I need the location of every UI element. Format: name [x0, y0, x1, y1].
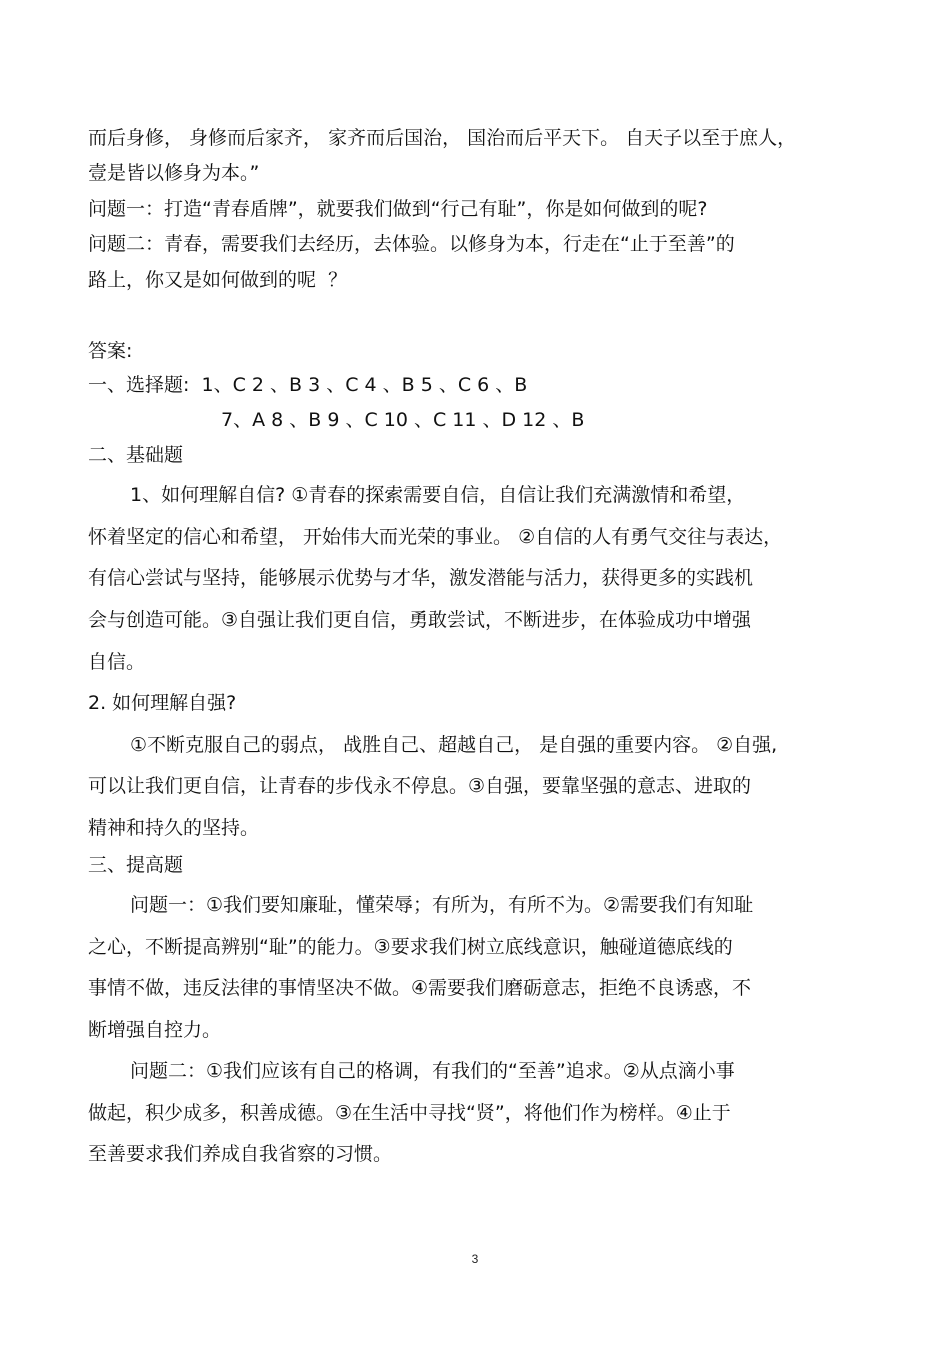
advanced-answer-one-line: 问题一：①我们要知廉耻，懂荣辱；有所为，有所不为。②需要我们有知耻 — [130, 894, 754, 916]
advanced-answer-one-line: 之心，不断提高辨别“耻”的能力。③要求我们树立底线意识，触碰道德底线的 — [88, 936, 733, 958]
basic-answer-line: 会与创造可能。③自强让我们更自信，勇敢尝试，不断进步，在体验成功中增强 — [88, 609, 752, 631]
basic-answer-line: 有信心尝试与坚持，能够展示优势与才华，激发潜能与活力，获得更多的实践机 — [88, 567, 754, 589]
advanced-answer-two-line: 做起，积少成多，积善成德。③在生活中寻找“贤”，将他们作为榜样。④止于 — [88, 1102, 731, 1124]
choice-answers-line: 一、选择题: 1、C 2 、B 3 、C 4 、B 5 、C 6 、B — [88, 374, 528, 396]
question-one-prompt: 问题一：打造“青春盾牌”，就要我们做到“行己有耻”，你是如何做到的呢? — [88, 198, 708, 220]
basic-answer-line: 怀着坚定的信心和希望， 开始伟大而光荣的事业。 ②自信的人有勇气交往与表达， — [88, 526, 783, 548]
page-number: 3 — [471, 1252, 479, 1266]
basic-answer-two-line: 可以让我们更自信，让青春的步伐永不停息。③自强，要靠坚强的意志、进取的 — [88, 775, 752, 797]
question-two-prompt: 路上，你又是如何做到的呢 ？ — [88, 269, 348, 291]
choice-answers-line: 7、A 8 、B 9 、C 10 、C 11 、D 12 、B — [221, 409, 585, 431]
advanced-answer-two-line: 问题二：①我们应该有自己的格调，有我们的“至善”追求。②从点滴小事 — [130, 1060, 735, 1082]
basic-answer-two-line: ①不断克服自己的弱点， 战胜自己、超越自己， 是自强的重要内容。 ②自强, — [130, 734, 778, 756]
section-heading-advanced: 三、提高题 — [88, 854, 184, 876]
basic-answer-line: 自信。 — [88, 651, 146, 673]
advanced-answer-two-line: 至善要求我们养成自我省察的习惯。 — [88, 1143, 393, 1165]
intro-text-line: 而后身修， 身修而后家齐， 家齐而后国治， 国治而后平天下。 自天子以至于庶人， — [88, 127, 797, 149]
basic-answer-line: 1、如何理解自信? ①青春的探索需要自信，自信让我们充满激情和希望， — [130, 484, 746, 506]
answers-heading: 答案: — [88, 340, 133, 362]
advanced-answer-one-line: 断增强自控力。 — [88, 1019, 222, 1041]
advanced-answer-one-line: 事情不做，违反法律的事情坚决不做。④需要我们磨砺意志，拒绝不良诱惑，不 — [88, 977, 752, 999]
question-two-prompt: 问题二：青春，需要我们去经历，去体验。以修身为本，行走在“止于至善”的 — [88, 233, 735, 255]
basic-question-two: 2. 如何理解自强? — [88, 692, 237, 714]
basic-answer-two-line: 精神和持久的坚持。 — [88, 817, 260, 839]
section-heading-basic: 二、基础题 — [88, 444, 184, 466]
intro-text-line: 壹是皆以修身为本。” — [88, 162, 260, 184]
